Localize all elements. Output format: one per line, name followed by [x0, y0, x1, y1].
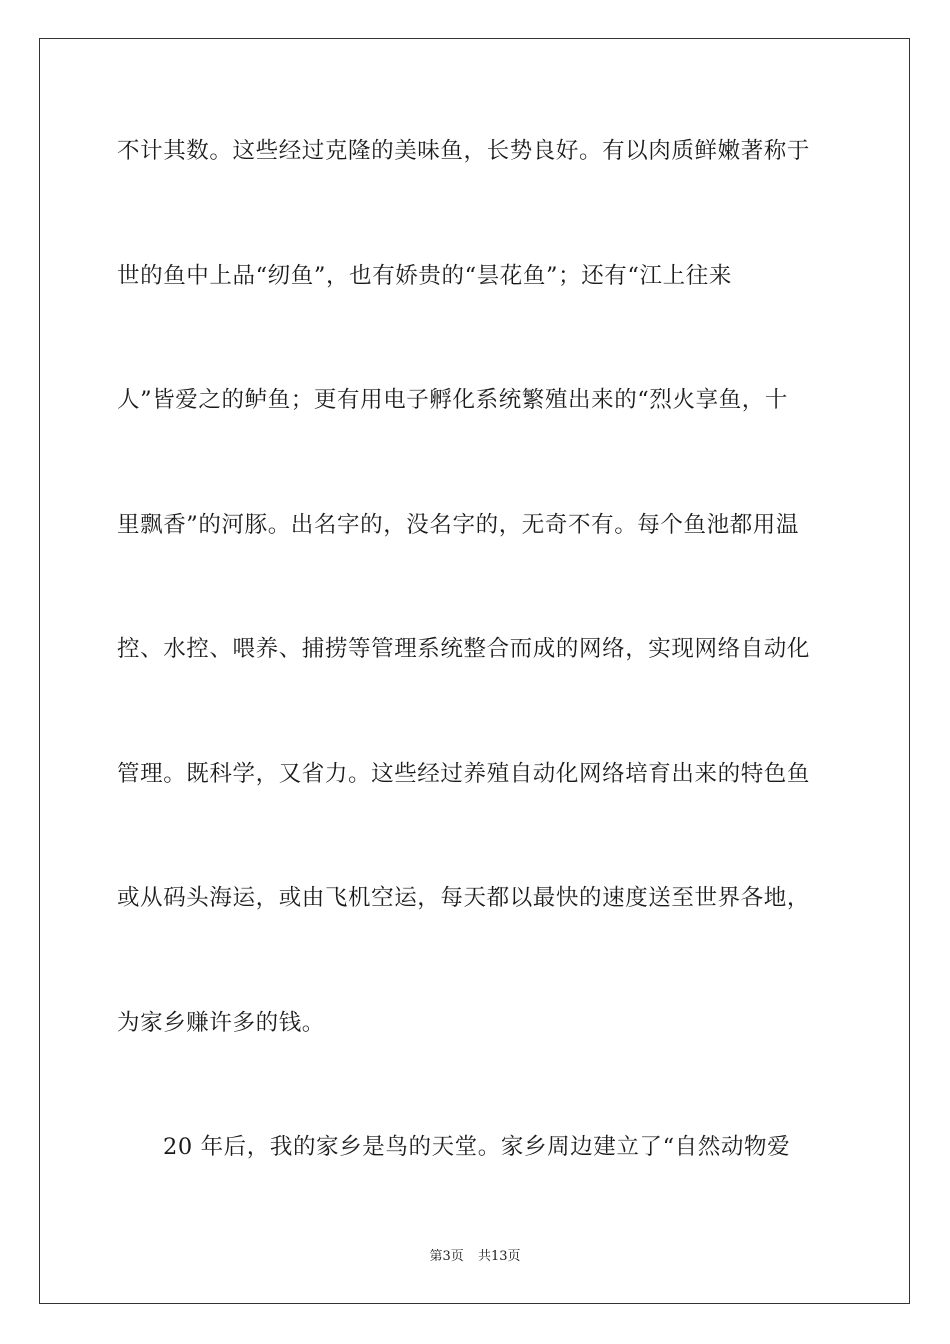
body-text-line: 控、水控、喂养、捕捞等管理系统整合而成的网络，实现网络自动化	[117, 636, 811, 662]
page-number: 第3页	[429, 1249, 464, 1264]
paragraph-start-line: 20 年后，我的家乡是鸟的天堂。家乡周边建立了“自然动物爱	[163, 1134, 791, 1160]
body-text-line: 世的鱼中上品“纫鱼”，也有娇贵的“昙花鱼”；还有“江上往来	[117, 263, 732, 289]
body-text-line: 人”皆爱之的鲈鱼；更有用电子孵化系统繁殖出来的“烈火享鱼，十	[117, 387, 789, 413]
body-text-line: 为家乡赚许多的钱。	[117, 1010, 325, 1036]
page-border	[39, 38, 910, 1304]
body-text-line: 不计其数。这些经过克隆的美味鱼，长势良好。有以肉质鲜嫩著称于	[117, 138, 811, 164]
body-text-line: 或从码头海运，或由飞机空运，每天都以最快的速度送至世界各地，	[117, 885, 811, 911]
page-footer	[0, 1248, 950, 1266]
body-text-line: 管理。既科学，又省力。这些经过养殖自动化网络培育出来的特色鱼	[117, 761, 811, 787]
page-total: 共13页	[477, 1249, 521, 1264]
body-text-line: 里飘香”的河豚。出名字的，没名字的，无奇不有。每个鱼池都用温	[117, 512, 800, 538]
